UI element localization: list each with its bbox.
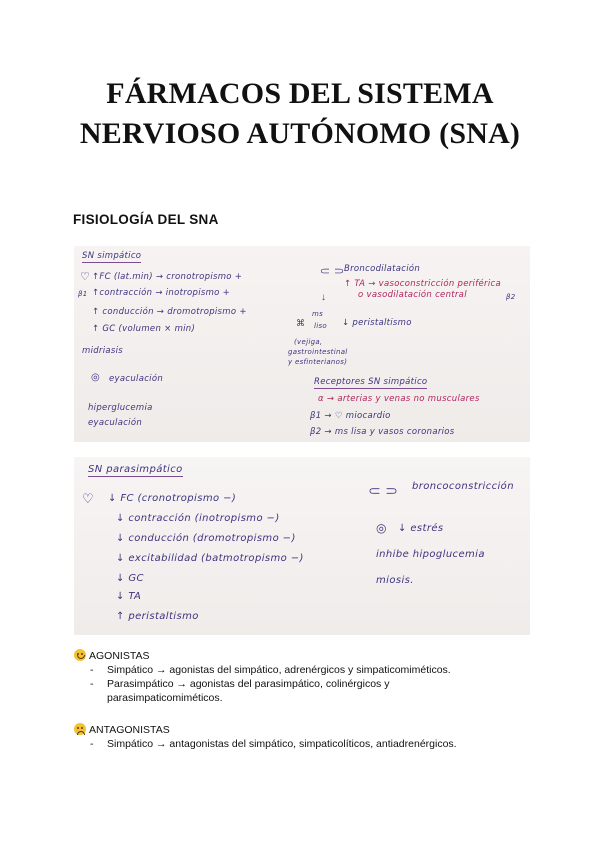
- heart-icon: ♡: [80, 271, 90, 283]
- note-line: midriasis: [82, 346, 124, 356]
- note-line: ↑ GC (volumen × min): [92, 324, 196, 334]
- handwritten-note-sympathetic: [74, 246, 530, 442]
- beta1-label: β1: [78, 290, 88, 298]
- note-line: broncoconstricción: [412, 481, 514, 492]
- note-heading: SN simpático: [82, 251, 142, 261]
- note-line: gastrointestinal: [288, 348, 348, 356]
- antagonistas-heading: [74, 723, 457, 737]
- note-line: ↓ contracción (inotropismo −): [116, 513, 280, 524]
- note-line: β1 → ♡ miocardio: [310, 411, 391, 421]
- note-line: ↑ conducción → dromotropismo +: [92, 307, 247, 317]
- note-line: Broncodilatación: [344, 264, 421, 274]
- beta2-label: β2: [506, 293, 516, 301]
- note-line: ↓ excitabilidad (batmotropismo −): [116, 553, 304, 564]
- note-line: β2 → ms lisa y vasos coronarios: [310, 427, 455, 437]
- note-line: inhibe hipoglucemia: [376, 549, 485, 560]
- agonistas-block: [74, 649, 451, 705]
- eye-icon: ◎: [91, 372, 100, 383]
- note-line: eyaculación: [88, 418, 143, 428]
- agonistas-label: AGONISTAS: [89, 650, 150, 662]
- arrow-down-icon: ↓: [321, 292, 326, 303]
- title-line-1: FÁRMACOS DEL SISTEMA: [106, 77, 494, 110]
- antagonistas-label: ANTAGONISTAS: [89, 724, 170, 736]
- lungs-icon: ⸦⸧: [318, 263, 346, 279]
- note-line: eyaculación: [109, 374, 164, 384]
- note-line: (vejiga,: [294, 338, 323, 346]
- note-line: ↓ peristaltismo: [342, 318, 412, 328]
- note-line: Receptores SN simpático: [314, 377, 428, 387]
- note-line: ↓ conducción (dromotropismo −): [116, 533, 296, 544]
- note-line: ↑FC (lat.min) → cronotropismo +: [92, 272, 243, 282]
- note-line: hiperglucemia: [88, 403, 153, 413]
- section-heading: FISIOLOGÍA DEL SNA: [73, 212, 219, 227]
- note-line: ↑ peristaltismo: [116, 611, 199, 622]
- note-line: ↓ TA: [116, 591, 142, 602]
- intestine-icon: ⌘: [296, 318, 305, 328]
- frowning-face-icon: [74, 723, 86, 735]
- note-line: α → arterias y venas no musculares: [318, 394, 480, 404]
- heart-icon: ♡: [82, 491, 94, 506]
- agonistas-list: [74, 663, 451, 691]
- antagonistas-block: [74, 723, 457, 751]
- list-item-continuation: parasimpaticomiméticos.: [107, 692, 223, 704]
- handwritten-note-parasympathetic: [74, 457, 530, 635]
- note-line: miosis.: [376, 575, 414, 586]
- list-item: - Simpático → antagonistas del simpático, simpaticolíticos, antiadrenérgicos.: [74, 737, 457, 751]
- note-line: ↓ GC: [116, 573, 144, 584]
- agonistas-heading: [74, 649, 451, 663]
- note-line: y esfinterianos): [288, 358, 348, 366]
- smiley-icon: [74, 649, 86, 661]
- antagonistas-list: [74, 737, 457, 751]
- eye-icon: ◎: [376, 521, 387, 535]
- title-line-2: NERVIOSO AUTÓNOMO (SNA): [79, 117, 521, 150]
- list-item: - Simpático → agonistas del simpático, adrenérgicos y simpaticomiméticos.: [74, 663, 451, 677]
- note-line: ↑contracción → inotropismo +: [92, 288, 231, 298]
- note-line: ↓ FC (cronotropismo −): [108, 493, 237, 504]
- note-heading: SN parasimpático: [88, 464, 183, 475]
- note-line: o vasodilatación central: [358, 290, 467, 300]
- page-title: [0, 74, 600, 154]
- ms-label: ms: [312, 310, 324, 318]
- liso-label: liso: [314, 322, 328, 330]
- lungs-icon: ⸦⸧: [366, 482, 400, 501]
- note-line: ↓ estrés: [398, 523, 444, 534]
- list-item: - Parasimpático → agonistas del parasimpático, colinérgicos y: [74, 677, 451, 691]
- note-line: ↑ TA → vasoconstricción periférica: [344, 279, 501, 289]
